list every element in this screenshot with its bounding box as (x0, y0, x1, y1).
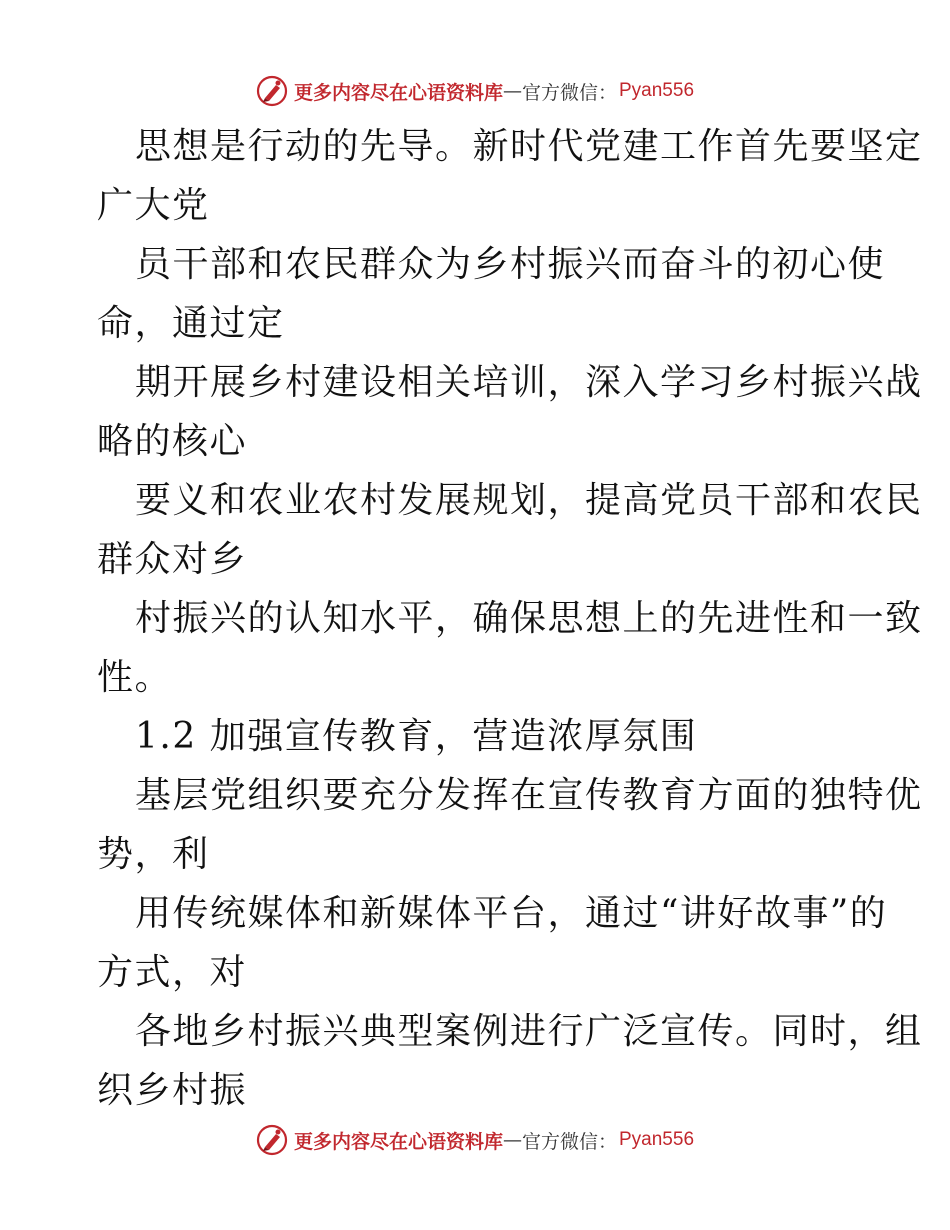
text-line: 略的核心 (97, 421, 248, 462)
text-line: 村振兴的认知水平，确保思想上的先进性和一致 (135, 598, 923, 639)
text-line: 思想是行动的先导。新时代党建工作首先要坚定 (135, 126, 923, 167)
text-line: 群众对乡 (97, 539, 248, 580)
text-line: 织乡村振 (97, 1070, 248, 1111)
text-line: 性。 (97, 657, 173, 698)
banner-wechat-id: Pyan556 (619, 80, 695, 101)
banner-title: 更多内容尽在心语资料库 (293, 81, 503, 104)
text-line: 命，通过定 (97, 303, 285, 344)
banner-dash: — (502, 80, 522, 102)
text-line: 势，利 (97, 834, 210, 875)
text-line: 用传统媒体和新媒体平台，通过“讲好故事”的 (135, 893, 888, 934)
footer-banner (0, 1120, 950, 1160)
text-line: 员干部和农民群众为乡村振兴而奋斗的初心使 (135, 244, 886, 285)
text-line: 方式，对 (97, 952, 248, 993)
header-banner (0, 71, 950, 111)
pen-logo-icon (256, 75, 288, 107)
text-line: 广大党 (97, 185, 210, 226)
banner-title: 更多内容尽在心语资料库 (293, 1130, 503, 1153)
text-line: 基层党组织要充分发挥在宣传教育方面的独特优 (135, 775, 923, 816)
pen-logo-icon (256, 1124, 288, 1156)
document-body (97, 117, 923, 1120)
text-line: 期开展乡村建设相关培训，深入学习乡村振兴战 (135, 362, 923, 403)
banner-wechat-id: Pyan556 (619, 1129, 695, 1150)
text-line: 要义和农业农村发展规划，提高党员干部和农民 (135, 480, 923, 521)
text-line: 各地乡村振兴典型案例进行广泛宣传。同时，组 (135, 1011, 923, 1052)
section-heading: 1.2 加强宣传教育，营造浓厚氛围 (135, 716, 698, 757)
banner-wechat-label: 官方微信： (521, 81, 617, 104)
banner-wechat-label: 官方微信： (521, 1130, 617, 1153)
banner-dash: — (502, 1129, 522, 1151)
